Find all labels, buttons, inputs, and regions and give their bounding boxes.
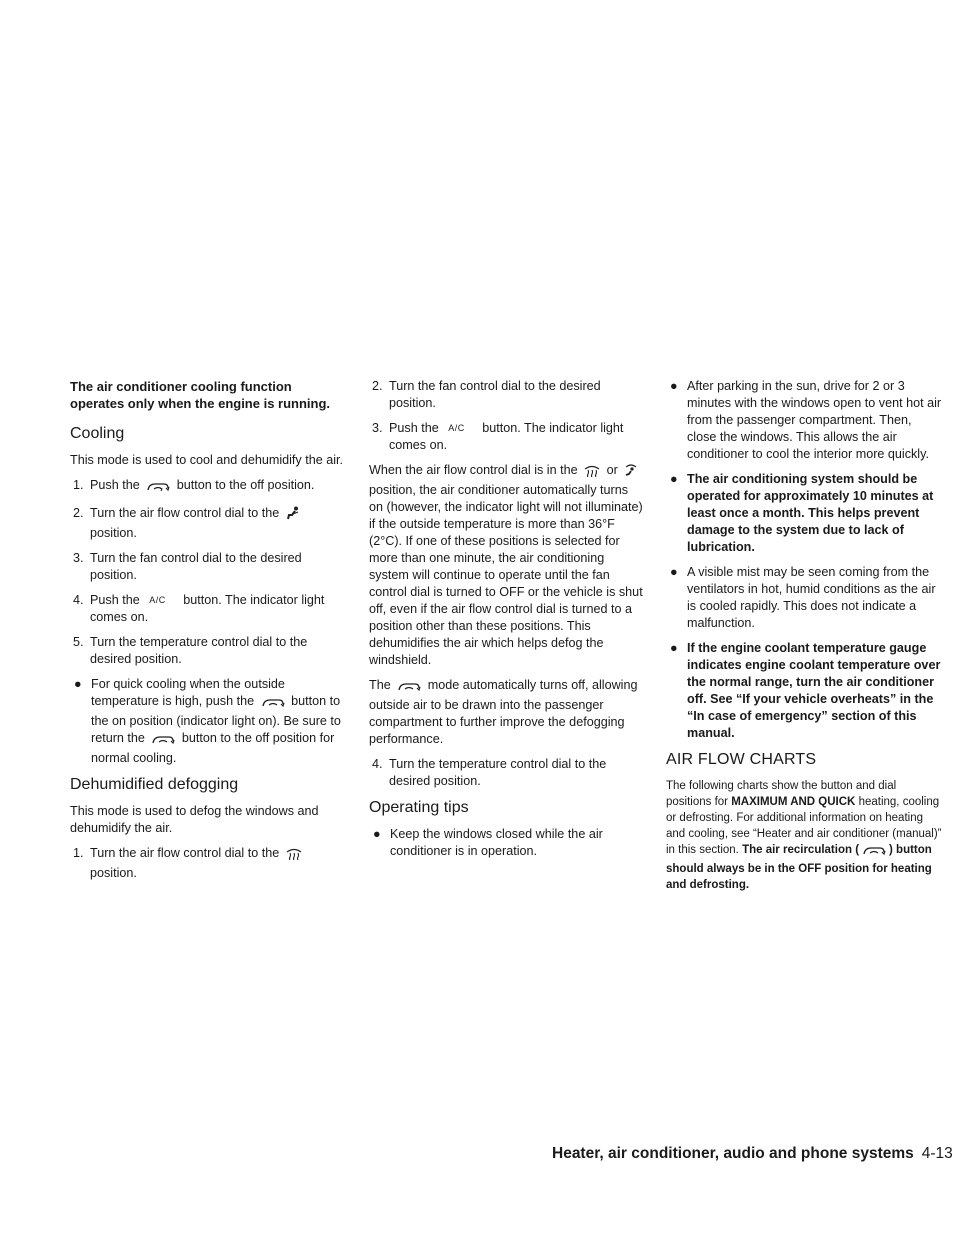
- tip-bullet: ● Keep the windows closed while the air conditioner is in operation.: [373, 827, 603, 858]
- defrost-icon: [584, 465, 600, 482]
- tip-bullet: ● After parking in the sun, drive for 2 or 3 minutes with the windows open to vent hot air from the passenger compartment. Then, close the windows. This allows the air conditioner to cool the interior more quickly.: [670, 379, 942, 461]
- defog-step-2: 2. Turn the fan control dial to the desired position.: [372, 379, 601, 410]
- column-1: [70, 378, 346, 890]
- column-3: [666, 378, 942, 901]
- cooling-heading: Cooling: [70, 425, 125, 442]
- recirculation-icon: [146, 480, 170, 497]
- cooling-step-2: 2. Turn the air flow control dial to the position.: [70, 505, 346, 542]
- vent-mode-icon: [286, 506, 300, 525]
- air-flow-charts-heading: AIR FLOW CHARTS: [666, 751, 817, 768]
- cooling-step-5: 5. Turn the temperature control dial to the desired position.: [73, 635, 308, 666]
- quick-cooling-bullet: ● For quick cooling when the outside temperature is high, push the button to the on position (indicator light on). Be sure to return the button to the off position for normal cooling.: [74, 677, 341, 765]
- auto-ac-paragraph: When the air flow control dial is in the or position, the air conditioner automatically turns on (however, the indicator light will not illuminate) if the outside temperature is more than 36°F (2°C). If one of these positions is selected for more than one minute, the air conditioning system will continue to operate until the fan control dial is turned to OFF or the vehicle is shut off, even if the air flow control dial is turned to a position other than these positions. This dehumidifies the air which helps defog the windshield.: [369, 463, 643, 667]
- air-flow-charts-paragraph: The following charts show the button and dial positions for MAXIMUM AND QUICK heating, cooling or defrosting. For additional information on heating and cooling, see “Heater and air conditioner (manual)” in this section. The air recirculation ( ) button should always be in the OFF position for heating and defrosting.: [666, 780, 942, 891]
- cooling-step-1: 1. Push the button to the off position.: [70, 477, 346, 497]
- bullet-icon: ●: [670, 565, 678, 579]
- ac-button-icon: A/C: [149, 595, 166, 605]
- recirculation-icon: [261, 696, 285, 713]
- operating-tips-heading: Operating tips: [369, 799, 469, 816]
- defog-step-1: 1. Turn the air flow control dial to the position.: [70, 845, 346, 882]
- defog-step-3: 3. Push the A/C button. The indicator light comes on.: [372, 421, 624, 452]
- column-2: [369, 378, 645, 868]
- bullet-icon: ●: [74, 677, 82, 691]
- section-title: Heater, air conditioner, audio and phone systems: [552, 1145, 914, 1162]
- recirculation-icon: [397, 680, 421, 697]
- dehumidified-defogging-description: This mode is used to defog the windows and dehumidify the air.: [70, 804, 319, 835]
- page-footer: [552, 1145, 953, 1163]
- cooling-step-4: 4. Push the A/C button. The indicator light comes on.: [73, 593, 325, 624]
- cooling-description: This mode is used to cool and dehumidify the air.: [70, 453, 344, 467]
- bullet-icon: ●: [670, 641, 678, 655]
- dehumidified-defogging-heading: Dehumidified defogging: [70, 776, 239, 793]
- tip-bullet: ● The air conditioning system should be operated for approximately 10 minutes at least once a month. This helps prevent damage to the system due to lack of lubrication.: [670, 472, 934, 554]
- ac-button-icon: A/C: [448, 423, 465, 433]
- recirculation-off-paragraph: The mode automatically turns off, allowing outside air to be drawn into the passenger compartment to further improve the defogging performance.: [369, 678, 638, 746]
- recirculation-icon: [862, 844, 886, 861]
- cooling-step-3: 3. Turn the fan control dial to the desired position.: [73, 551, 302, 582]
- defrost-icon: [286, 848, 302, 865]
- recirculation-icon: [151, 733, 175, 750]
- page-number: 4-13: [921, 1145, 953, 1162]
- foot-defrost-icon: [624, 463, 638, 482]
- tip-bullet: ● If the engine coolant temperature gauge indicates engine coolant temperature over the normal range, turn the air conditioner off. See “If your vehicle overheats” in the “In case of emergency” section of this manual.: [670, 641, 941, 740]
- tip-bullet: ● A visible mist may be seen coming from the ventilators in hot, humid conditions as the air is cooled rapidly. This does not indicate a malfunction.: [670, 565, 936, 630]
- bullet-icon: ●: [373, 827, 381, 841]
- bullet-icon: ●: [670, 379, 678, 393]
- bullet-icon: ●: [670, 472, 678, 486]
- intro-warning: The air conditioner cooling function operates only when the engine is running.: [70, 379, 331, 411]
- defog-step-4: 4. Turn the temperature control dial to the desired position.: [372, 757, 607, 788]
